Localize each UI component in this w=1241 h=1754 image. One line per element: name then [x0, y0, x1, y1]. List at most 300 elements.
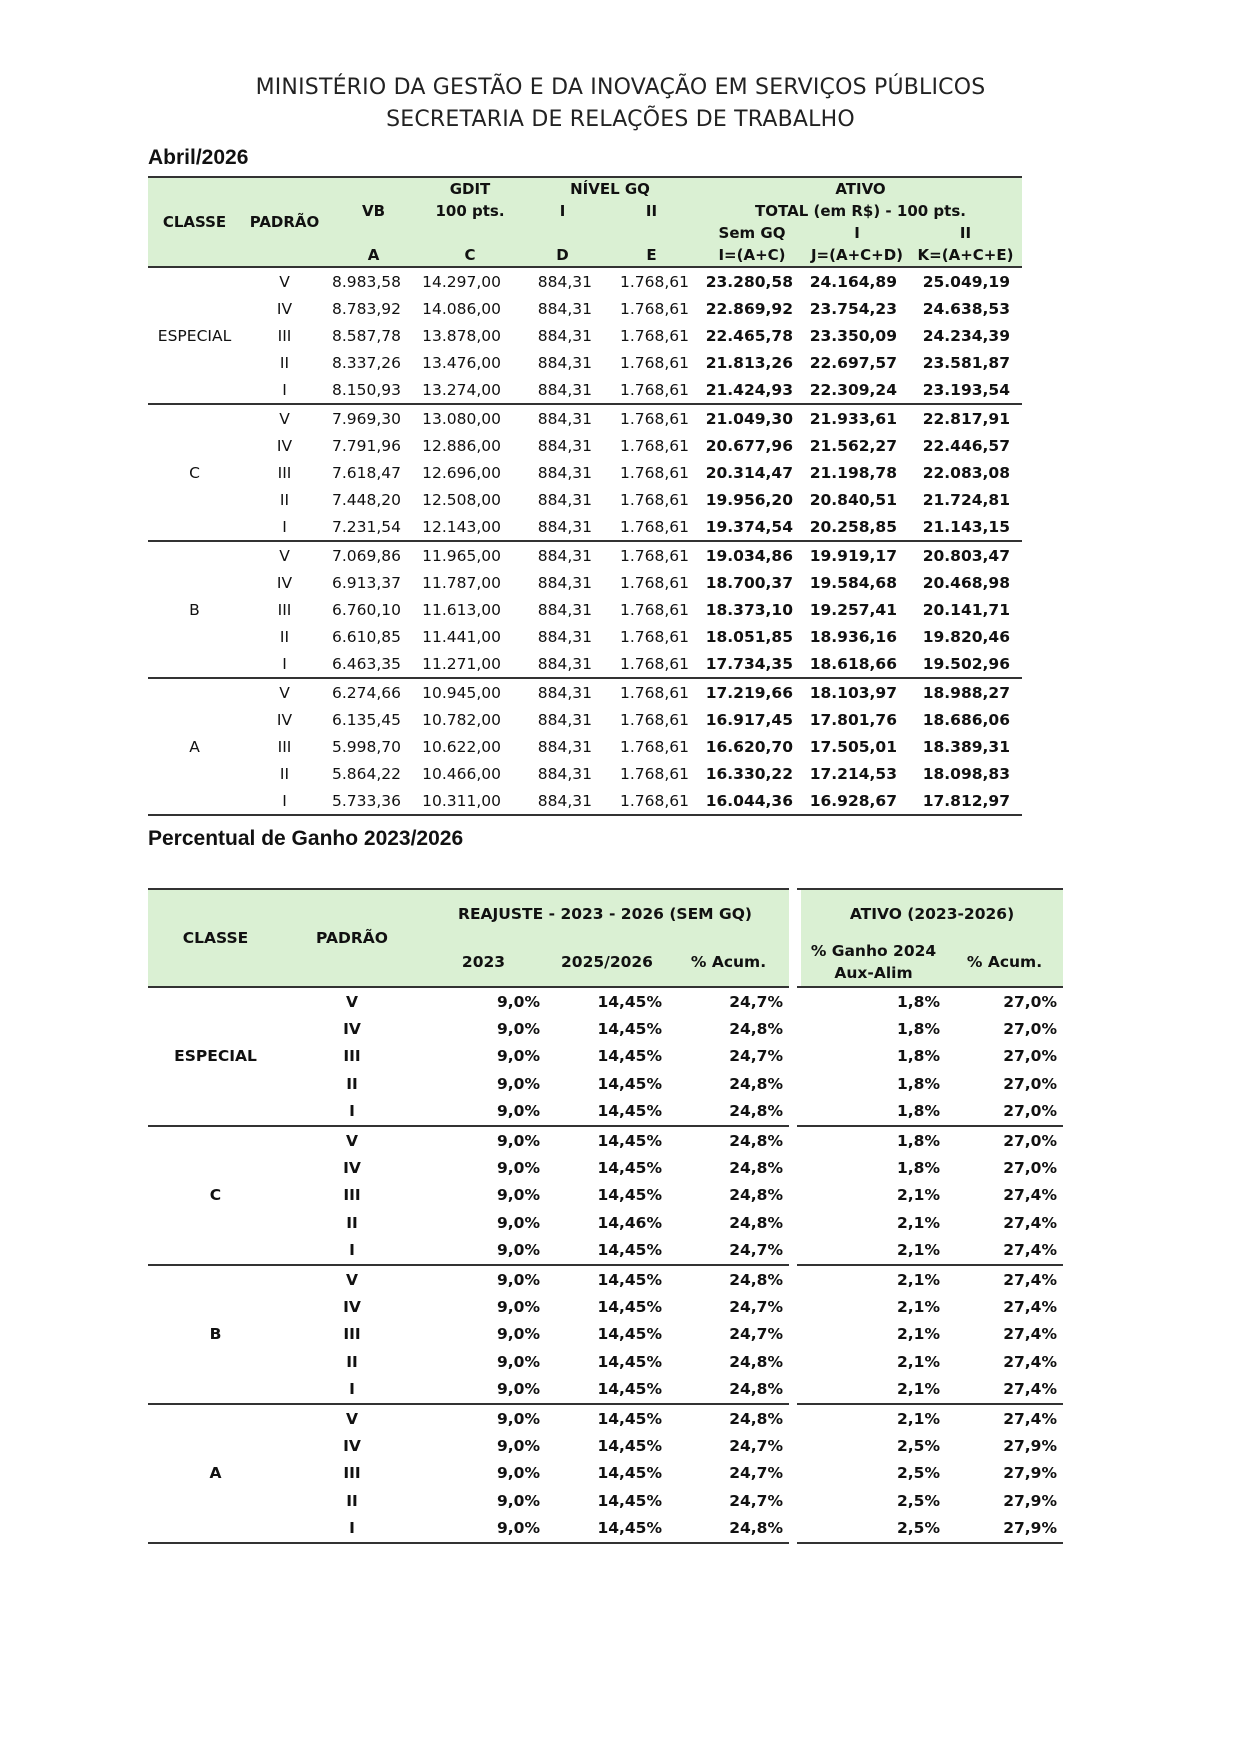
vb-cell: 7.069,86: [328, 541, 419, 569]
vb-cell: 8.337,26: [331, 353, 401, 372]
acum-header: % Acum.: [690, 952, 767, 971]
table-row: [148, 404, 1022, 432]
total-ii-cell: 23.581,87: [922, 353, 1010, 372]
total-i-cell: 23.350,09: [809, 326, 897, 345]
ganho-2024-cell: 2,5%: [801, 1514, 946, 1542]
padrao-cell: I: [282, 654, 287, 673]
ministry-name: MINISTÉRIO DA GESTÃO E DA INOVAÇÃO EM SERVIÇOS PÚBLICOS: [255, 75, 986, 100]
table-row: [148, 1070, 1063, 1097]
acum-total-cell: 27,4%: [1003, 1352, 1057, 1371]
ganho-2024-cell: 2,5%: [897, 1491, 940, 1510]
reajuste-2025-2026-cell: 14,45%: [597, 1380, 662, 1399]
gdit-cell: 11.271,00: [422, 654, 501, 673]
gdit-cell: 11.787,00: [422, 573, 501, 592]
nivel-i-cell: 884,31: [537, 380, 592, 399]
total-i-cell: 16.928,67: [805, 787, 909, 815]
padrao-cell: III: [343, 1186, 361, 1205]
reajuste-2023-cell: 9,0%: [497, 1047, 540, 1066]
formula-i: I=(A+C): [718, 246, 786, 264]
padrao-cell: V: [241, 404, 328, 432]
table-row: [148, 513, 1022, 541]
classe-cell: [148, 1514, 283, 1542]
padrao-cell: IV: [276, 299, 293, 318]
total-sem-gq-cell: 16.044,36: [699, 787, 805, 815]
classe-cell: [148, 1265, 283, 1293]
classe-cell: B: [189, 600, 200, 619]
gdit-header: GDIT: [449, 180, 491, 198]
padrao-cell: I: [349, 1241, 355, 1260]
vb-cell: 6.135,45: [331, 710, 401, 729]
total-ii-cell: 20.141,71: [922, 600, 1010, 619]
classe-cell: [148, 486, 241, 513]
total-i-cell: 21.198,78: [809, 463, 897, 482]
nivel-i-cell: 884,31: [537, 710, 592, 729]
classe-cell: [148, 1487, 283, 1514]
acum-cell: 24,7%: [729, 1436, 783, 1455]
nivel-i-cell: 884,31: [521, 541, 604, 569]
acum-cell: 24,7%: [729, 1047, 783, 1066]
table-row: [148, 650, 1022, 678]
table-row: [148, 623, 1022, 650]
total-i-cell: 19.257,41: [809, 600, 897, 619]
acum-total-cell: 27,9%: [1003, 1491, 1057, 1510]
ganho-2024-cell: 1,8%: [897, 1047, 940, 1066]
acum-total-cell: 27,4%: [1003, 1186, 1057, 1205]
classe-cell: [148, 541, 241, 569]
total-ii-cell: 20.468,98: [922, 573, 1010, 592]
reajuste-2023-cell: 9,0%: [421, 1404, 546, 1432]
total-ii-cell: 24.234,39: [922, 326, 1010, 345]
classe-header-2: CLASSE: [182, 929, 249, 947]
table-row: [148, 1126, 1063, 1154]
padrao-cell: V: [241, 541, 328, 569]
reajuste-2025-2026-cell: 14,45%: [597, 992, 662, 1011]
acum-cell: 24,7%: [729, 992, 783, 1011]
secretariat-name: SECRETARIA DE RELAÇÕES DE TRABALHO: [386, 107, 855, 132]
padrao-cell: IV: [276, 573, 293, 592]
table-row: [148, 376, 1022, 404]
vb-cell: 6.610,85: [331, 627, 401, 646]
nivel-i-cell: 884,31: [537, 272, 592, 291]
total-sem-gq-cell: 18.373,10: [705, 600, 793, 619]
acum-cell: 24,7%: [729, 1325, 783, 1344]
table2-title: Percentual de Ganho 2023/2026: [148, 827, 464, 850]
vb-cell: 6.760,10: [331, 600, 401, 619]
year-2023-header: 2023: [461, 952, 506, 971]
total-i-cell: 19.584,68: [809, 573, 897, 592]
acum-cell: 24,8%: [729, 1102, 783, 1121]
gdit-cell: 13.476,00: [422, 353, 501, 372]
nivel-i-cell: 884,31: [537, 517, 592, 536]
total-ii-cell: 19.820,46: [922, 627, 1010, 646]
acum-total-cell: 27,9%: [1003, 1464, 1057, 1483]
total-i-cell: 24.164,89: [809, 272, 897, 291]
total-sem-gq-cell: 16.330,22: [705, 764, 793, 783]
gdit-cell: 11.613,00: [422, 600, 501, 619]
gdit-cell: 10.311,00: [419, 787, 521, 815]
classe-cell: [148, 1098, 283, 1126]
table-row: [148, 1404, 1063, 1432]
classe-cell: [148, 1293, 283, 1320]
year-2025-2026-header: 2025/2026: [561, 952, 653, 971]
padrao-cell: I: [283, 1514, 421, 1542]
acum-total-cell: 27,4%: [1003, 1213, 1057, 1232]
reajuste-2023-cell: 9,0%: [421, 1126, 546, 1154]
classe-cell: [148, 706, 241, 733]
table-row: [148, 733, 1022, 760]
padrao-cell: II: [346, 1074, 358, 1093]
total-sem-gq-cell: 20.314,47: [705, 463, 793, 482]
nivel-ii-cell: 1.768,61: [619, 737, 689, 756]
ganho-2024-cell: 1,8%: [897, 1074, 940, 1093]
classe-cell: [148, 569, 241, 596]
total-sem-gq-cell: 17.219,66: [699, 678, 805, 706]
total-ii-cell: 24.638,53: [922, 299, 1010, 318]
classe-cell: [148, 1070, 283, 1097]
acum-total-cell: 27,0%: [1003, 1074, 1057, 1093]
total-ii-cell: 22.817,91: [909, 404, 1022, 432]
classe-cell: [148, 295, 241, 322]
reajuste-2025-2026-cell: 14,45%: [597, 1436, 662, 1455]
total-sem-gq-cell: 19.956,20: [705, 490, 793, 509]
padrao-cell: I: [349, 1102, 355, 1121]
total-ii-cell: 19.502,96: [922, 654, 1010, 673]
total-i-cell: 17.505,01: [809, 737, 897, 756]
acum-total-cell: 27,4%: [946, 1265, 1063, 1293]
gdit-cell: 11.965,00: [419, 541, 521, 569]
acum-cell: 24,7%: [729, 1491, 783, 1510]
sem-gq-header: Sem GQ: [718, 224, 786, 242]
acum-cell: 24,8%: [729, 1380, 783, 1399]
salary-table-header: [148, 177, 1022, 267]
acum-total-cell: 27,0%: [1003, 992, 1057, 1011]
reajuste-2023-cell: 9,0%: [497, 1491, 540, 1510]
reajuste-2023-cell: 9,0%: [497, 1325, 540, 1344]
acum-cell: 24,8%: [729, 1186, 783, 1205]
total-sem-gq-cell: 16.917,45: [705, 710, 793, 729]
padrao-cell: IV: [276, 710, 293, 729]
nivel-ii-cell: 1.768,61: [619, 272, 689, 291]
acum-cell: 24,7%: [729, 1464, 783, 1483]
reajuste-2025-2026-cell: 14,45%: [597, 1491, 662, 1510]
gdit-sub-header: 100 pts.: [435, 202, 505, 220]
vb-cell: 8.783,92: [331, 299, 401, 318]
padrao-cell: II: [346, 1491, 358, 1510]
padrao-cell: II: [279, 490, 290, 509]
vb-cell: 5.733,36: [328, 787, 419, 815]
table-row: [148, 349, 1022, 376]
col-ii-header: II: [959, 224, 972, 242]
nivel-ii-cell: 1.768,61: [604, 678, 699, 706]
total-i-cell: 20.840,51: [809, 490, 897, 509]
classe-cell: [148, 376, 241, 404]
reajuste-2023-cell: 9,0%: [497, 1020, 540, 1039]
classe-cell: [148, 787, 241, 815]
acum-total-cell: 27,4%: [946, 1404, 1063, 1432]
total-sem-gq-cell: 21.813,26: [705, 353, 793, 372]
table-row: [148, 1293, 1063, 1320]
total-sem-gq-cell: 22.869,92: [705, 299, 793, 318]
vb-cell: 7.618,47: [331, 463, 401, 482]
gdit-cell: 10.622,00: [422, 737, 501, 756]
acum-cell: 24,8%: [729, 1074, 783, 1093]
total-sem-gq-cell: 21.424,93: [705, 380, 793, 399]
table-row: [148, 322, 1022, 349]
ganho-2024-cell: 1,8%: [801, 1126, 946, 1154]
total-i-cell: 18.103,97: [805, 678, 909, 706]
acum-cell: 24,8%: [668, 1265, 793, 1293]
classe-cell: [148, 349, 241, 376]
nivel-i-letter: D: [556, 246, 569, 264]
nivel-ii-cell: 1.768,61: [619, 627, 689, 646]
classe-cell: [148, 1404, 283, 1432]
total-i-cell: 21.933,61: [805, 404, 909, 432]
table-row: [148, 760, 1022, 787]
nivel-ii-cell: 1.768,61: [619, 353, 689, 372]
vb-cell: 5.864,22: [331, 764, 401, 783]
reajuste-2025-2026-cell: 14,45%: [546, 1126, 668, 1154]
reajuste-2025-2026-cell: 14,45%: [597, 1325, 662, 1344]
table-row: [148, 1098, 1063, 1126]
total-ii-cell: 23.193,54: [922, 380, 1010, 399]
reajuste-2025-2026-cell: 14,46%: [597, 1213, 662, 1232]
acum-cell: 24,8%: [729, 1213, 783, 1232]
nivel-ii-cell: 1.768,61: [619, 600, 689, 619]
reajuste-2023-cell: 9,0%: [421, 1265, 546, 1293]
reajuste-2025-2026-cell: 14,45%: [597, 1047, 662, 1066]
acum-cell: 24,8%: [668, 1514, 793, 1542]
gdit-cell: 12.886,00: [422, 436, 501, 455]
nivel-ii-cell: 1.768,61: [604, 787, 699, 815]
reajuste-2023-cell: 9,0%: [497, 1213, 540, 1232]
nivel-i-cell: 884,31: [537, 299, 592, 318]
nivel-i-cell: 884,31: [537, 737, 592, 756]
vb-cell: 7.791,96: [331, 436, 401, 455]
vb-cell: 5.998,70: [331, 737, 401, 756]
nivel-ii-cell: 1.768,61: [619, 654, 689, 673]
total-i-cell: 23.754,23: [809, 299, 897, 318]
table-row: [148, 541, 1022, 569]
nivel-i-header: I: [559, 202, 566, 220]
reajuste-2025-2026-cell: 14,45%: [597, 1102, 662, 1121]
table-row: [148, 1432, 1063, 1459]
acum-total-cell: 27,4%: [1003, 1297, 1057, 1316]
table-row: [148, 569, 1022, 596]
padrao-cell: III: [277, 737, 292, 756]
total-i-cell: 20.258,85: [809, 517, 897, 536]
acum-cell: 24,8%: [668, 1404, 793, 1432]
reajuste-2023-cell: 9,0%: [421, 1514, 546, 1542]
nivel-ii-cell: 1.768,61: [619, 299, 689, 318]
nivel-ii-cell: 1.768,61: [619, 573, 689, 592]
padrao-header-2: PADRÃO: [316, 929, 388, 947]
total-ii-cell: 22.446,57: [922, 436, 1010, 455]
ganho-2024-cell: 2,1%: [801, 1265, 946, 1293]
padrao-cell: III: [343, 1325, 361, 1344]
reajuste-2023-cell: 9,0%: [497, 1380, 540, 1399]
table-row: [148, 486, 1022, 513]
gdit-cell: 14.086,00: [422, 299, 501, 318]
nivel-i-cell: 884,31: [537, 326, 592, 345]
reajuste-2025-2026-cell: 14,45%: [597, 1464, 662, 1483]
total-header: TOTAL (em R$) - 100 pts.: [755, 202, 966, 220]
total-i-cell: 18.618,66: [809, 654, 897, 673]
classe-cell: A: [209, 1464, 222, 1483]
vb-cell: 6.913,37: [331, 573, 401, 592]
table-row: [148, 1154, 1063, 1181]
total-i-cell: 17.214,53: [809, 764, 897, 783]
total-sem-gq-cell: 19.374,54: [705, 517, 793, 536]
total-sem-gq-cell: 22.465,78: [705, 326, 793, 345]
classe-cell: [148, 432, 241, 459]
total-ii-cell: 18.988,27: [909, 678, 1022, 706]
classe-cell: [148, 1432, 283, 1459]
padrao-cell: II: [346, 1352, 358, 1371]
ganho-2024-cell: 2,1%: [897, 1186, 940, 1205]
classe-cell: [148, 1126, 283, 1154]
classe-cell: [148, 1375, 283, 1403]
reajuste-2025-2026-cell: 14,45%: [597, 1074, 662, 1093]
classe-cell: [148, 1209, 283, 1236]
formula-j: J=(A+C+D): [810, 246, 904, 264]
acum-total-cell: 27,0%: [1003, 1102, 1057, 1121]
total-ii-cell: 17.812,97: [909, 787, 1022, 815]
total-sem-gq-cell: 16.620,70: [705, 737, 793, 756]
salary-table-body: [148, 267, 1022, 815]
nivel-ii-cell: 1.768,61: [619, 436, 689, 455]
classe-cell: [148, 678, 241, 706]
padrao-cell: IV: [343, 1020, 361, 1039]
ativo-2023-2026-header: ATIVO (2023-2026): [849, 904, 1015, 923]
classe-cell: [148, 513, 241, 541]
vb-letter: A: [367, 246, 380, 264]
reajuste-2023-cell: 9,0%: [497, 1241, 540, 1260]
acum-total-cell: 27,4%: [1003, 1325, 1057, 1344]
ganho-2024-cell: 1,8%: [897, 1159, 940, 1178]
gain-table-header: [148, 889, 1063, 987]
vb-cell: 8.150,93: [331, 380, 401, 399]
padrao-cell: V: [283, 1265, 421, 1293]
ativo-header: ATIVO: [835, 180, 886, 198]
table-row: [148, 1015, 1063, 1042]
padrao-cell: V: [346, 992, 358, 1011]
nivel-i-cell: 884,31: [537, 600, 592, 619]
reajuste-2023-cell: 9,0%: [497, 1186, 540, 1205]
table-row: [148, 1348, 1063, 1375]
acum-cell: 24,7%: [729, 1241, 783, 1260]
nivel-gq-header: NÍVEL GQ: [570, 180, 650, 198]
total-i-cell: 18.936,16: [809, 627, 897, 646]
table-row: [148, 1460, 1063, 1487]
nivel-i-cell: 884,31: [537, 490, 592, 509]
gdit-cell: 13.274,00: [422, 380, 501, 399]
nivel-i-cell: 884,31: [537, 654, 592, 673]
vb-header: VB: [361, 202, 386, 220]
classe-cell: [148, 1154, 283, 1181]
nivel-i-cell: 884,31: [537, 353, 592, 372]
total-sem-gq-cell: 23.280,58: [705, 272, 793, 291]
acum-cell: 24,8%: [729, 1159, 783, 1178]
col-i-header: I: [854, 224, 860, 242]
nivel-i-cell: 884,31: [537, 764, 592, 783]
table-row: [148, 1514, 1063, 1542]
nivel-ii-header: II: [645, 202, 658, 220]
ganho-2024-cell: 2,1%: [897, 1380, 940, 1399]
gdit-cell: 12.143,00: [422, 517, 501, 536]
ganho-2024-cell: 2,1%: [897, 1213, 940, 1232]
gdit-cell: 12.696,00: [422, 463, 501, 482]
reajuste-2025-2026-cell: 14,45%: [597, 1241, 662, 1260]
padrao-cell: III: [343, 1464, 361, 1483]
nivel-ii-cell: 1.768,61: [619, 517, 689, 536]
padrao-cell: V: [279, 272, 290, 291]
classe-cell: [148, 623, 241, 650]
table-row: [148, 596, 1022, 623]
table-row: [148, 1265, 1063, 1293]
reajuste-2023-cell: 9,0%: [497, 992, 540, 1011]
classe-cell: ESPECIAL: [174, 1047, 257, 1066]
padrao-cell: III: [277, 326, 292, 345]
reajuste-2023-cell: 9,0%: [497, 1159, 540, 1178]
vb-cell: 7.969,30: [328, 404, 419, 432]
reajuste-2025-2026-cell: 14,45%: [546, 1514, 668, 1542]
total-i-cell: 19.919,17: [805, 541, 909, 569]
table-row: [148, 678, 1022, 706]
reajuste-2023-cell: 9,0%: [497, 1464, 540, 1483]
gdit-letter: C: [464, 246, 476, 264]
acum-total-cell: 27,0%: [1003, 1020, 1057, 1039]
table-row: [148, 267, 1022, 295]
nivel-i-cell: 884,31: [537, 436, 592, 455]
reajuste-2023-cell: 9,0%: [497, 1074, 540, 1093]
gain-table-body: [148, 987, 1063, 1543]
classe-cell: [148, 650, 241, 678]
table-row: [148, 787, 1022, 815]
acum-cell: 24,8%: [668, 1126, 793, 1154]
nivel-i-cell: 884,31: [537, 627, 592, 646]
reajuste-2025-2026-cell: 14,45%: [546, 1404, 668, 1432]
reajuste-2025-2026-cell: 14,45%: [597, 1020, 662, 1039]
formula-k: K=(A+C+E): [917, 246, 1014, 264]
nivel-ii-cell: 1.768,61: [619, 764, 689, 783]
total-ii-cell: 22.083,08: [922, 463, 1010, 482]
vb-cell: 8.587,78: [331, 326, 401, 345]
gdit-cell: 14.297,00: [422, 272, 501, 291]
nivel-i-cell: 884,31: [521, 678, 604, 706]
ganho-2024-cell: 2,5%: [897, 1436, 940, 1455]
reajuste-2023-cell: 9,0%: [497, 1436, 540, 1455]
acum-total-cell: 27,0%: [946, 1126, 1063, 1154]
ganho-2024-cell: 1,8%: [897, 1020, 940, 1039]
nivel-i-cell: 884,31: [521, 404, 604, 432]
total-sem-gq-cell: 21.049,30: [699, 404, 805, 432]
ganho-header: % Ganho 2024 Aux-Alim: [810, 941, 937, 982]
nivel-ii-cell: 1.768,61: [604, 541, 699, 569]
ganho-2024-cell: 2,1%: [897, 1297, 940, 1316]
total-ii-cell: 21.724,81: [922, 490, 1010, 509]
table-row: [148, 1487, 1063, 1514]
table-row: [148, 1237, 1063, 1265]
classe-cell: [148, 404, 241, 432]
padrao-cell: II: [279, 627, 290, 646]
padrao-cell: III: [277, 600, 292, 619]
total-sem-gq-cell: 20.677,96: [705, 436, 793, 455]
classe-cell: [148, 760, 241, 787]
reajuste-2025-2026-cell: 14,45%: [546, 1265, 668, 1293]
padrao-cell: II: [279, 353, 290, 372]
reajuste-2025-2026-cell: 14,45%: [597, 1186, 662, 1205]
padrao-cell: II: [346, 1213, 358, 1232]
